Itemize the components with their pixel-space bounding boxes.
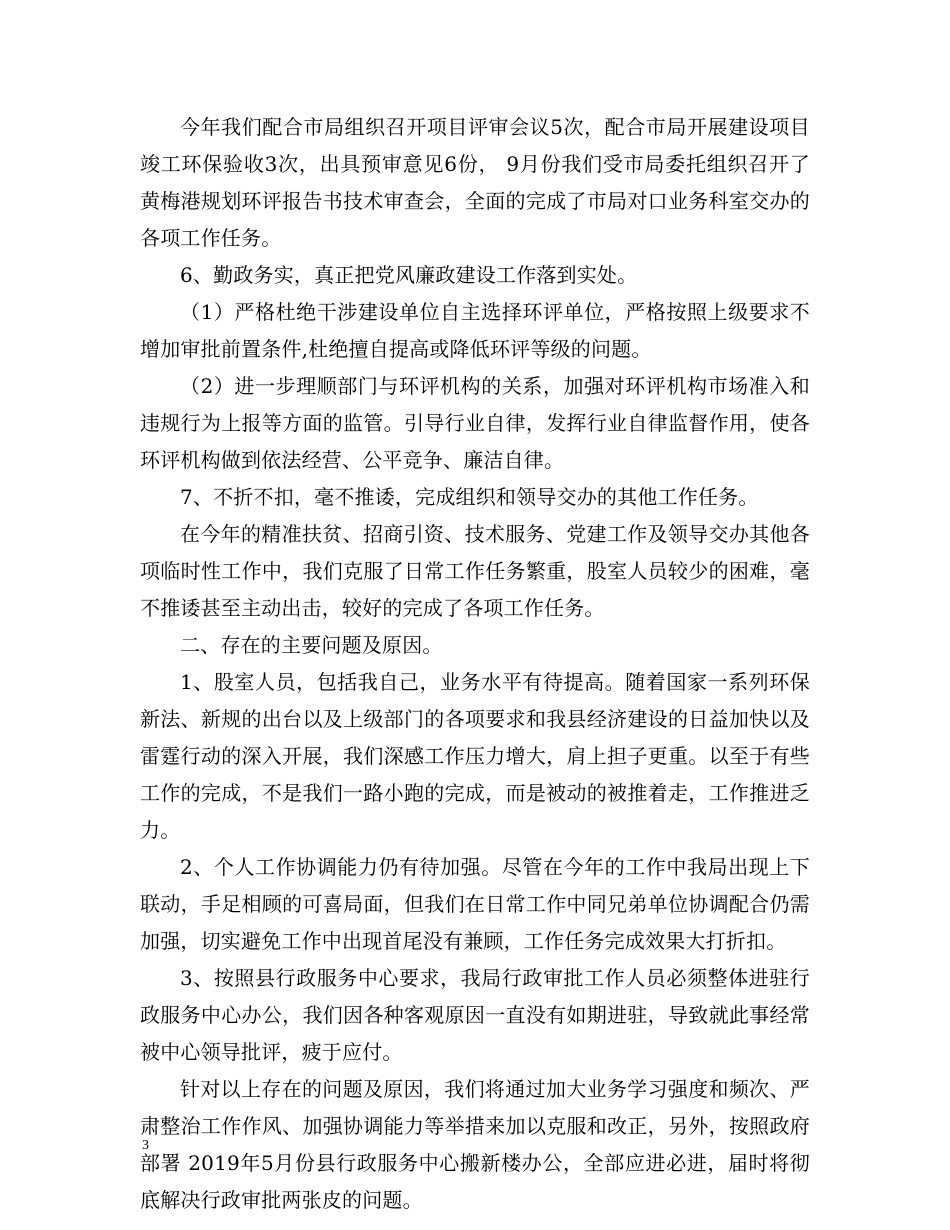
paragraph-problem-1: 1、股室人员，包括我自己，业务水平有待提高。随着国家一系列环保新法、新规的出台以及上级部门的各项要求和我县经济建设的日益加快以及雷霆行动的深入开展，我们深感工作压力增大，肩上担子更重。以至于有些工作的完成，不是我们一路小跑的完成，而是被动的被推着走，工作推进乏力。 [140, 670, 810, 842]
section-heading-problems: 二、存在的主要问题及原因。 [180, 633, 443, 657]
paragraph-sub-item-1: （1）严格杜绝干涉建设单位自主选择环评单位，严格按照上级要求不增加审批前置条件,杜绝擅自提高或降低环评等级的问题。 [140, 300, 810, 361]
paragraph-measures: 针对以上存在的问题及原因，我们将通过加大业务学习强度和频次、严肃整治工作作风、加强协调能力等举措来加以克服和改正，另外，按照政府部署 2019年5月份县行政服务中心搬新楼办公，全部应进必进，届时将彻底解决行政审批两张皮的问题。 [140, 1077, 810, 1212]
paragraph-item-7-heading: 7、不折不扣，毫不推诿，完成组织和领导交办的其他工作任务。 [180, 485, 759, 509]
paragraph-problem-3: 3、按照县行政服务中心要求，我局行政审批工作人员必须整体进驻行政服务中心办公，我们因各种客观原因一直没有如期进驻，导致就此事经常被中心领导批评，疲于应付。 [140, 966, 810, 1064]
paragraph-review-meetings: 今年我们配合市局组织召开项目评审会议5次，配合市局开展建设项目竣工环保验收3次，出具预审意见6份， 9月份我们受市局委托组织召开了黄梅港规划环评报告书技术审查会，全面的完成了市局对口业务科室交办的各项工作任务。 [140, 115, 810, 250]
paragraph-problem-2: 2、个人工作协调能力仍有待加强。尽管在今年的工作中我局出现上下联动，手足相顾的可喜局面，但我们在日常工作中同兄弟单位协调配合仍需加强，切实避免工作中出现首尾没有兼顾，工作任务完成效果大打折扣。 [140, 855, 810, 953]
paragraph-item-6-heading: 6、勤政务实，真正把党风廉政建设工作落到实处。 [180, 263, 638, 287]
page-number: 3 [142, 1138, 149, 1153]
paragraph-sub-item-2: （2）进一步理顺部门与环评机构的关系，加强对环评机构市场准入和违规行为上报等方面的监管。引导行业自律，发挥行业自律监督作用，使各环评机构做到依法经营、公平竞争、廉洁自律。 [140, 374, 810, 472]
document-body [140, 109, 810, 1219]
paragraph-other-tasks: 在今年的精准扶贫、招商引资、技术服务、党建工作及领导交办其他各项临时性工作中，我们克服了日常工作任务繁重，股室人员较少的困难，毫不推诿甚至主动出击，较好的完成了各项工作任务。 [140, 522, 810, 620]
